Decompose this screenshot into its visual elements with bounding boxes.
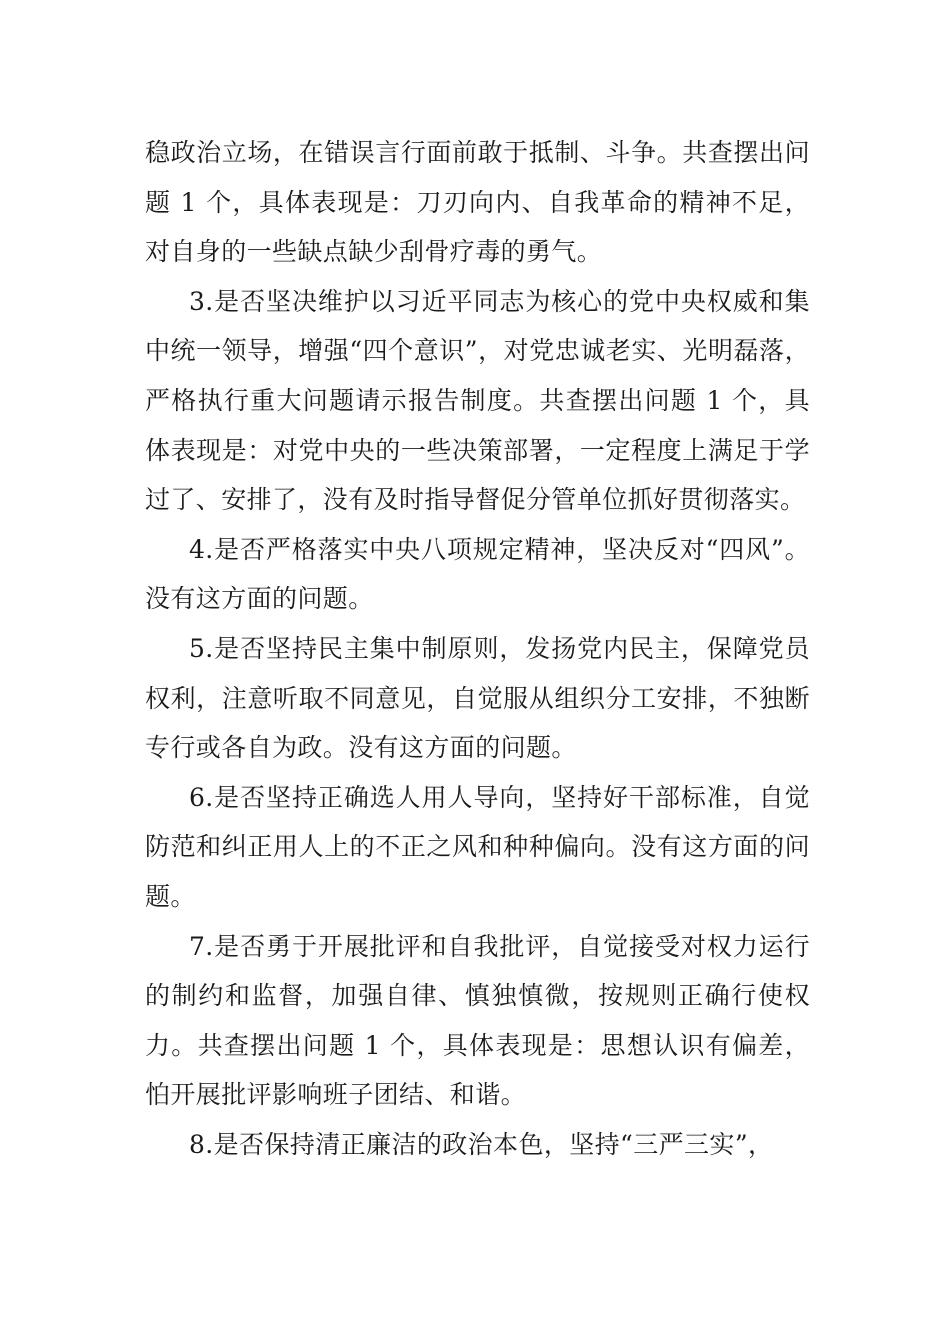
document-body [145, 128, 810, 1169]
paragraph-item-6: 6.是否坚持正确选人用人导向，坚持好干部标准，自觉防范和纠正用人上的不正之风和种种偏向。没有这方面的问题。 [145, 782, 810, 911]
paragraph-continuation: 稳政治立场，在错误言行面前敢于抵制、斗争。共查摆出问题 1 个，具体表现是：刀刃向内、自我革命的精神不足，对自身的一些缺点缺少刮骨疗毒的勇气。 [145, 138, 810, 267]
paragraph-item-8: 8.是否保持清正廉洁的政治本色，坚持“三严三实”， [189, 1129, 774, 1159]
paragraph-item-3: 3.是否坚决维护以习近平同志为核心的党中央权威和集中统一领导，增强“四个意识”，对党忠诚老实、光明磊落，严格执行重大问题请示报告制度。共查摆出问题 1 个，具体表现是：对党中央的一些决策部署，一定程度上满足于学过了、安排了，没有及时指导督促分管单位抓好贯彻落实。 [145, 286, 810, 515]
paragraph-item-4: 4.是否严格落实中央八项规定精神，坚决反对“四风”。没有这方面的问题。 [145, 534, 810, 614]
paragraph-item-5: 5.是否坚持民主集中制原则，发扬党内民主，保障党员权利，注意听取不同意见，自觉服从组织分工安排，不独断专行或各自为政。没有这方面的问题。 [145, 633, 810, 763]
paragraph-item-7: 7.是否勇于开展批评和自我批评，自觉接受对权力运行的制约和监督，加强自律、慎独慎微，按规则正确行使权力。共查摆出问题 1 个，具体表现是：思想认识有偏差，怕开展批评影响班子团结、和谐。 [145, 931, 810, 1110]
